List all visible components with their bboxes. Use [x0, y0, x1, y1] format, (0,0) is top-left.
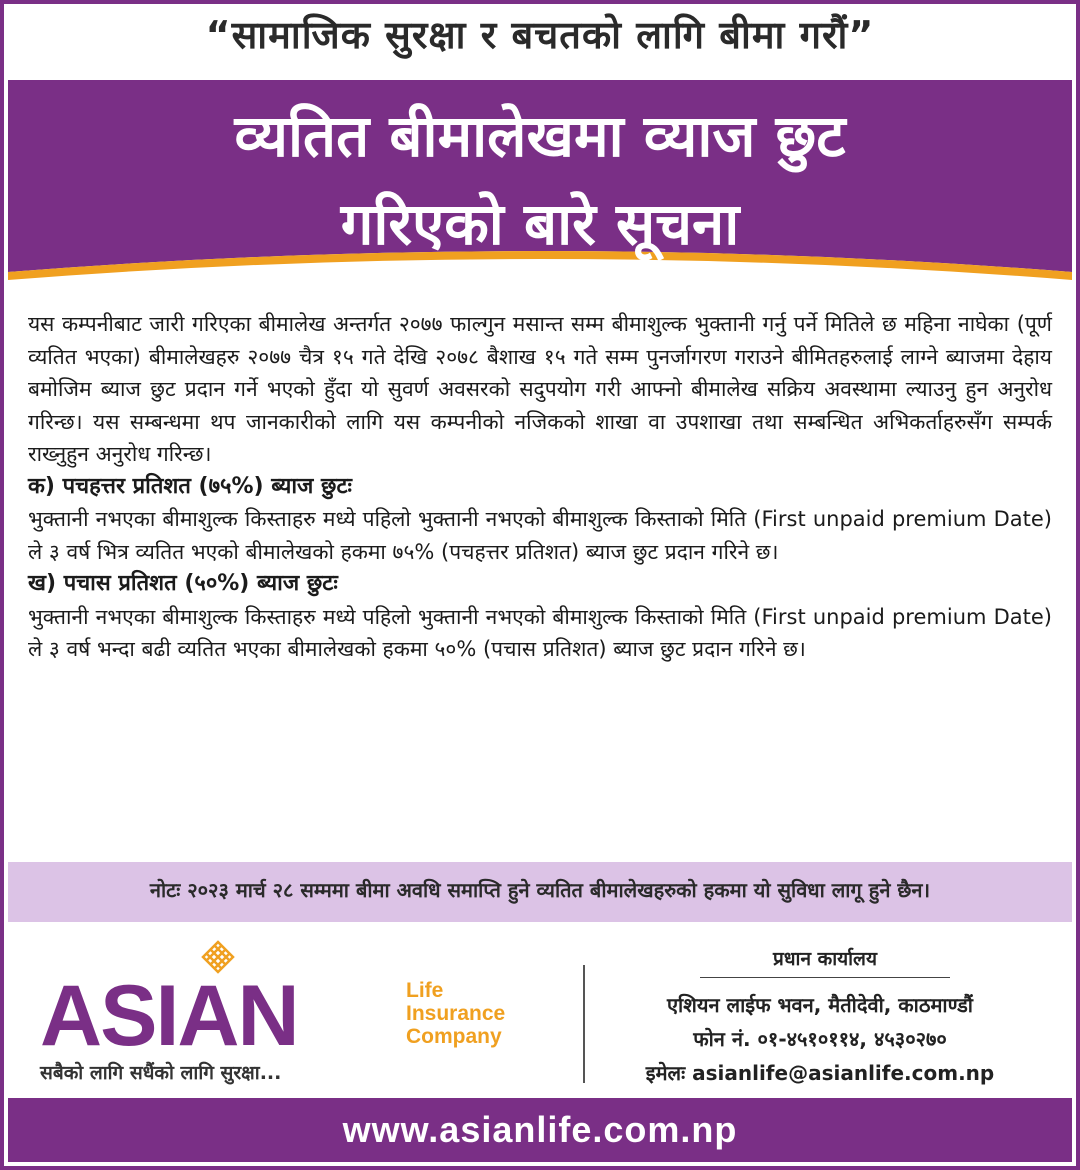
- vertical-divider: [583, 965, 585, 1083]
- title-banner: [8, 80, 1072, 290]
- logo-subtitle: [406, 979, 505, 1048]
- office-address: एशियन लाईफ भवन, मैतीदेवी, काठमाण्डौं: [667, 993, 973, 1017]
- office-email[interactable]: इमेलः asianlife@asianlife.com.np: [645, 1061, 995, 1085]
- section-b-heading: ख) पचास प्रतिशत (५०%) ब्याज छुटः: [28, 571, 338, 596]
- section-b-text: भुक्तानी नभएका बीमाशुल्क किस्ताहरु मध्ये पहिलो भुक्तानी नभएको बीमाशुल्क किस्ताको मिति (First unpaid premium Date) ले ३ वर्ष भन्दा बढी व्यतित भएका बीमालेखको हकमा ५०% (पचास प्रतिशत) ब्याज छुट प्रदान गरिने छ।: [28, 604, 1052, 661]
- intro-paragraph: यस कम्पनीबाट जारी गरिएका बीमालेख अन्तर्गत २०७७ फाल्गुन मसान्त सम्म बीमाशुल्क भुक्तानी गर्नु पर्ने मितिले छ महिना नाघेका (पूर्ण व्यतित भएका) बीमालेखहरु २०७७ चैत्र १५ गते देखि २०७८ बैशाख १५ गते सम्म पुनर्जागरण गराउने बीमितहरुलाई लाग्ने ब्याजमा देहाय बमोजिम ब्याज छुट प्रदान गर्ने भएको हुँदा यो सुवर्ण अवसरको सदुपयोग गरी आफ्नो बीमालेख सक्रिय अवस्थामा ल्याउनु हुन अनुरोध गरिन्छ। यस सम्बन्धमा थप जानकारीको लागि यस कम्पनीको नजिकको शाखा वा उपशाखा तथा सम्बन्धित अभिकर्ताहरुसँग सम्पर्क राख्नुहुन अनुरोध गरिन्छ।: [28, 312, 1052, 466]
- company-logo: [40, 935, 560, 1095]
- section-a-heading: क) पचहत्तर प्रतिशत (७५%) ब्याज छुटः: [28, 473, 352, 499]
- banner-title-line1: व्यतित बीमालेखमा व्याज छुट: [234, 102, 846, 170]
- contact-block: [600, 945, 1040, 1090]
- logo-insurance-text: Insurance: [406, 1002, 506, 1025]
- logo-company-text: Company: [406, 1025, 502, 1048]
- head-office-heading: प्रधान कार्यालय: [700, 945, 950, 978]
- note-bar: नोटः २०२३ मार्च २८ सम्ममा बीमा अवधि समाप्ति हुने व्यतित बीमालेखहरुको हकमा यो सुविधा लागू हुने छैन।: [8, 862, 1072, 922]
- logo-tagline: सबैको लागि सधैंको लागि सुरक्षा...: [40, 1062, 282, 1084]
- slogan-heading: “सामाजिक सुरक्षा र बचतको लागि बीमा गरौं”: [205, 13, 875, 57]
- notice-body: [28, 308, 1052, 666]
- logo-life-text: Life: [406, 979, 444, 1002]
- website-footer[interactable]: www.asianlife.com.np: [8, 1098, 1072, 1162]
- office-phone: फोन नं. ०१-४५१०११४, ४५३०२७०: [693, 1027, 947, 1051]
- banner-title-line2: गरिएको बारे सूचना: [340, 190, 740, 258]
- section-a-text: भुक्तानी नभएका बीमाशुल्क किस्ताहरु मध्ये पहिलो भुक्तानी नभएको बीमाशुल्क किस्ताको मिति (First unpaid premium Date) ले ३ वर्ष भित्र व्यतित भएको बीमालेखको हकमा ७५% (पचहत्तर प्रतिशत) ब्याज छुट प्रदान गरिने छ।: [28, 507, 1052, 564]
- logo-wordmark: ASIAN: [40, 968, 298, 1064]
